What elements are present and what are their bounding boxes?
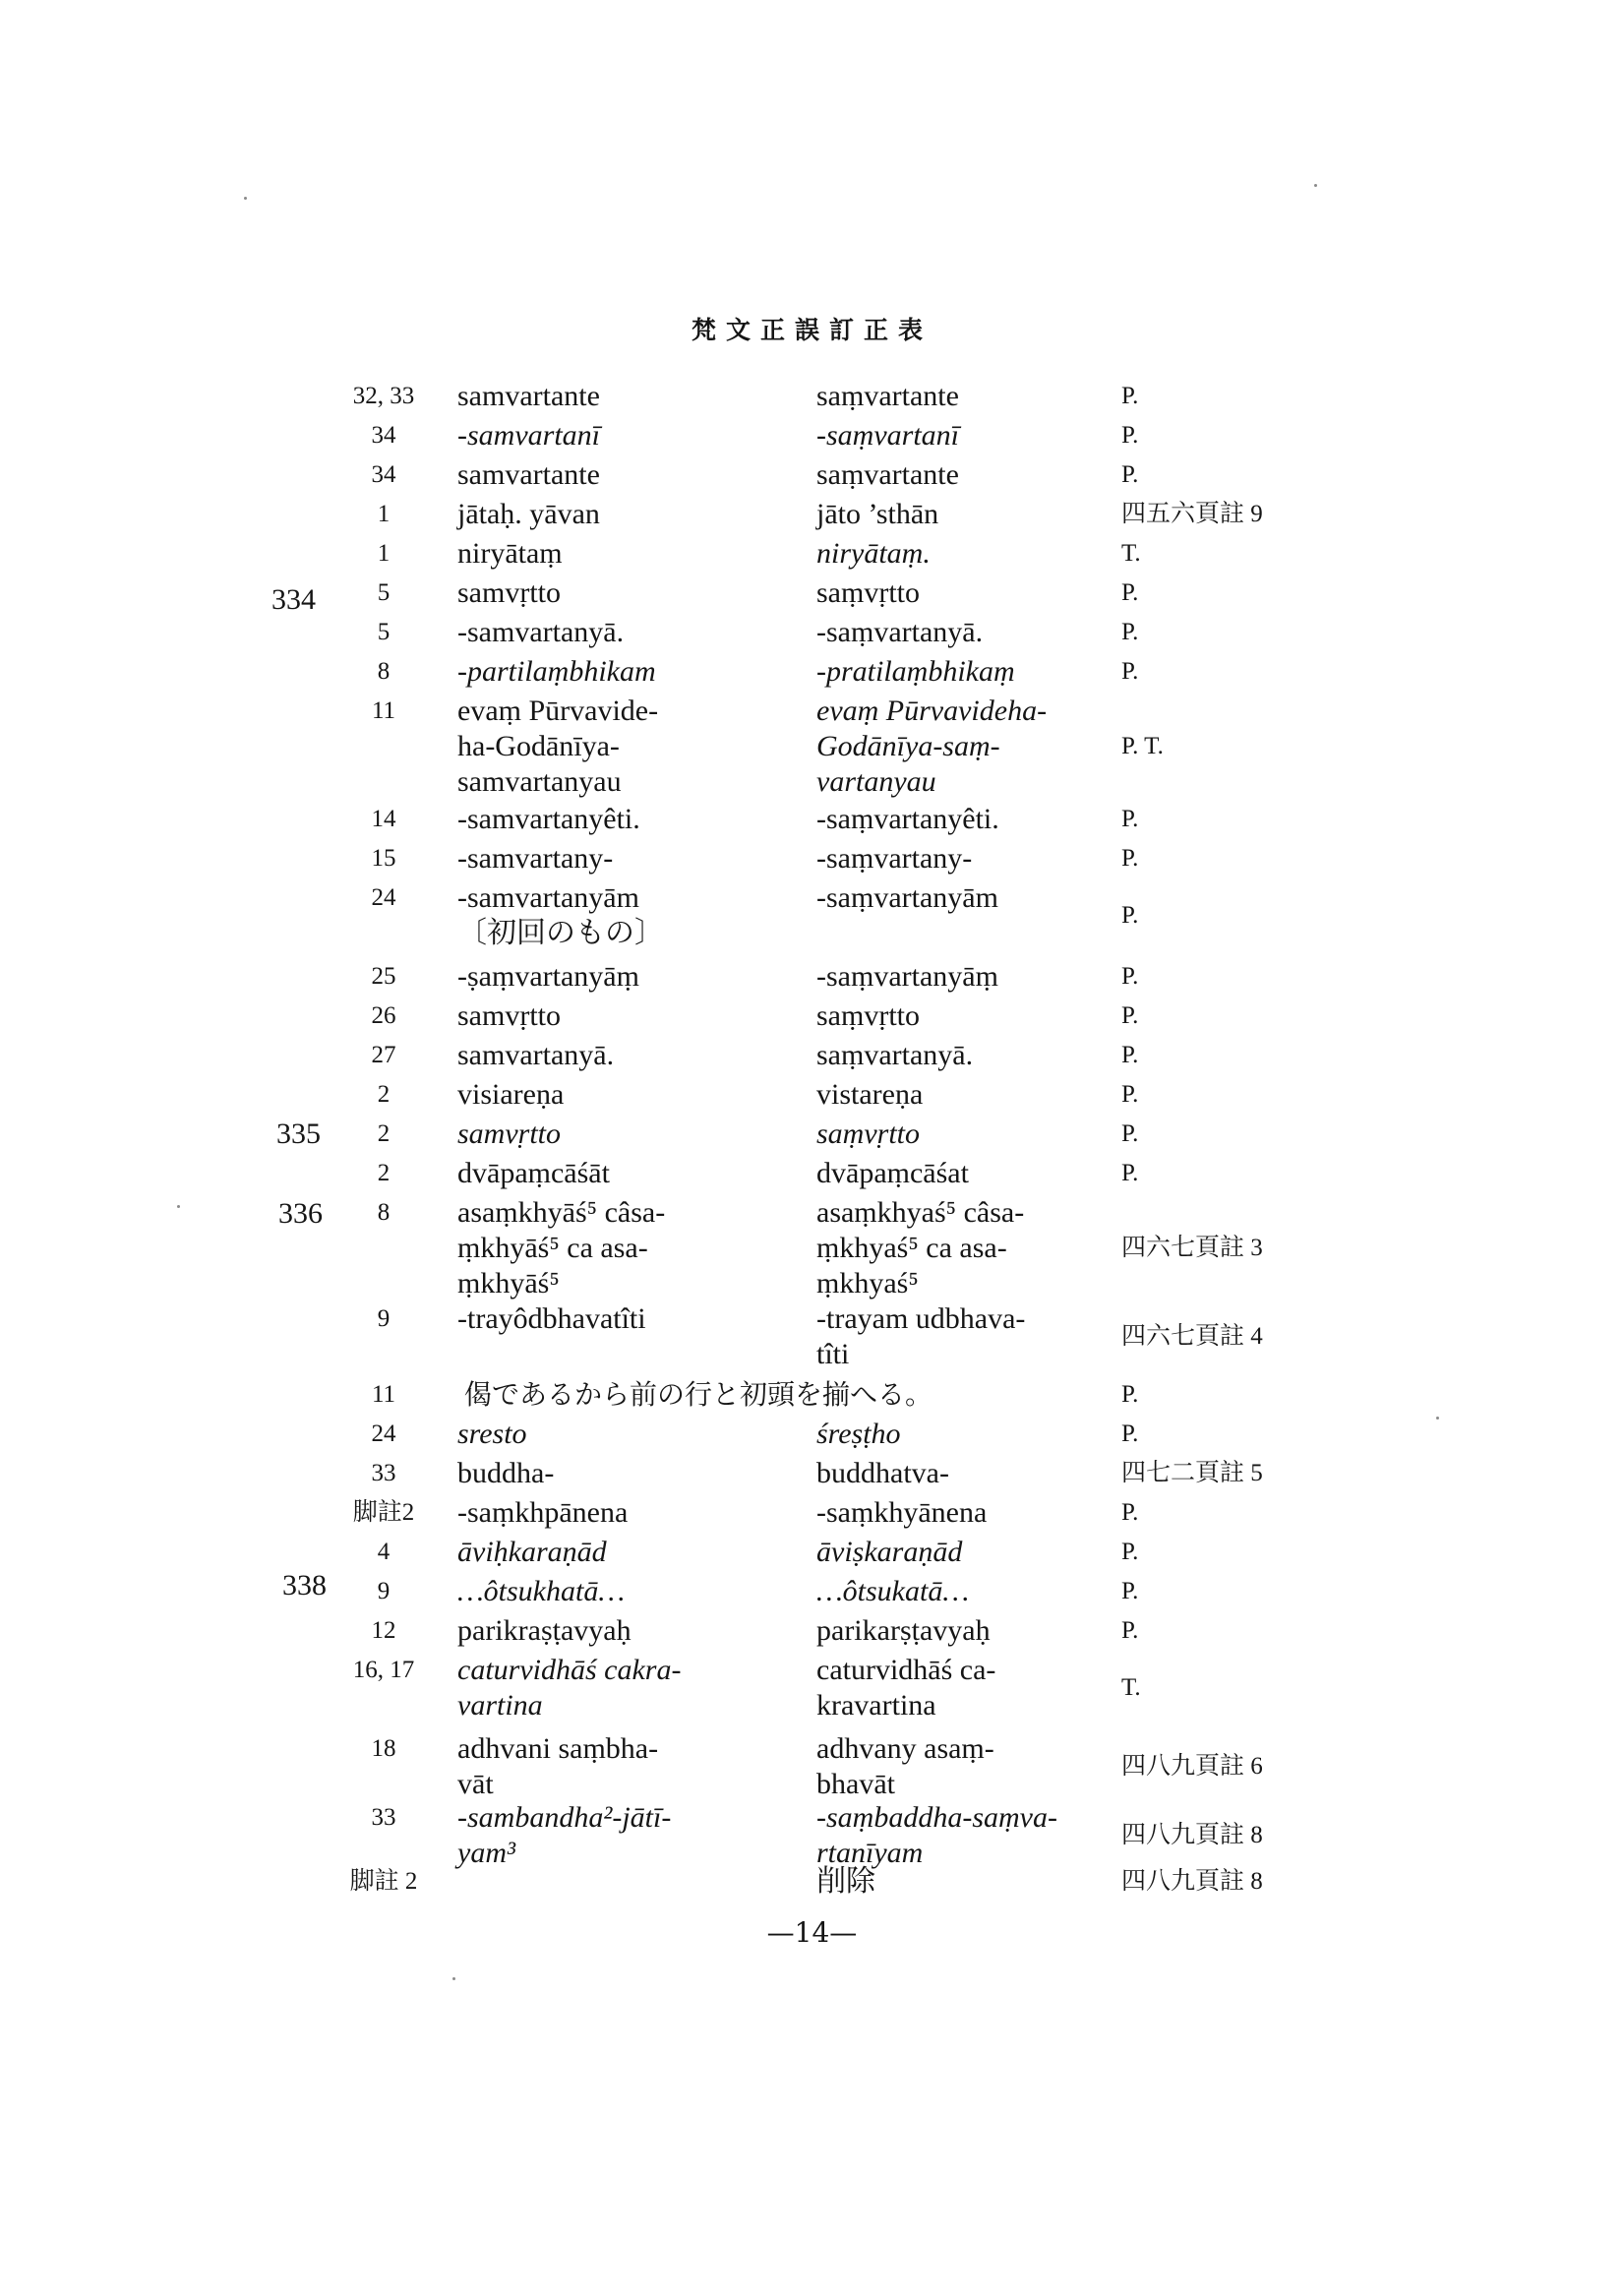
line-number: 14 bbox=[371, 806, 396, 832]
wrong-reading: asaṃkhyāś⁵ câsa- ṃkhyāś⁵ ca asa- ṃkhyāś⁵ bbox=[457, 1196, 666, 1299]
line-number: 12 bbox=[371, 1617, 396, 1644]
line-number: 33 bbox=[371, 1804, 396, 1831]
corrected-reading: -saṃbaddha-saṃva- rtanīyam bbox=[816, 1801, 1057, 1869]
line-number: 8 bbox=[377, 658, 391, 685]
source-reference: P. bbox=[1121, 1539, 1139, 1565]
wrong-reading: āviḥkaraṇād bbox=[457, 1536, 607, 1568]
source-reference: 四六七頁註 4 bbox=[1121, 1323, 1263, 1350]
page-number-334: 334 bbox=[271, 583, 316, 616]
corrected-reading: -saṃvartanyā. bbox=[816, 616, 984, 648]
corrected-reading: asaṃkhyaś⁵ câsa- ṃkhyaś⁵ ca asa- ṃkhyaś⁵ bbox=[816, 1196, 1025, 1299]
line-number: 18 bbox=[371, 1735, 396, 1762]
corrected-reading: -saṃvartanyām bbox=[816, 881, 998, 914]
page-footer: —14— bbox=[766, 1916, 858, 1949]
corrected-reading: 削除 bbox=[816, 1865, 875, 1898]
line-number: 5 bbox=[377, 619, 391, 645]
source-reference: T. bbox=[1121, 1674, 1141, 1701]
line-number: 8 bbox=[377, 1199, 391, 1226]
wrong-reading: -trayôdbhavatîti bbox=[457, 1302, 646, 1335]
line-number: 1 bbox=[377, 501, 391, 527]
wrong-reading: samvartante bbox=[457, 458, 600, 491]
source-reference: P. bbox=[1121, 461, 1139, 488]
corrected-reading: caturvidhāś ca- kravartina bbox=[816, 1654, 996, 1722]
line-number: 24 bbox=[371, 1420, 396, 1447]
line-number: 32, 33 bbox=[352, 383, 415, 409]
wrong-reading: parikraṣṭavyaḥ bbox=[457, 1614, 632, 1647]
line-number: 2 bbox=[377, 1120, 391, 1147]
line-number: 1 bbox=[377, 540, 391, 567]
corrected-reading: evaṃ Pūrvavideha- Godānīya-saṃ- vartanyau bbox=[816, 695, 1048, 798]
corrected-reading: saṃvṛtto bbox=[816, 576, 920, 609]
line-number: 脚註2 bbox=[352, 1499, 415, 1526]
wrong-reading: buddha- bbox=[457, 1457, 555, 1489]
source-reference: P. bbox=[1121, 1081, 1139, 1108]
corrected-reading: saṃvṛtto bbox=[816, 1118, 920, 1150]
line-number: 27 bbox=[371, 1042, 396, 1068]
source-reference: P. T. bbox=[1121, 733, 1164, 759]
page-number-336: 336 bbox=[278, 1197, 323, 1230]
line-number: 4 bbox=[377, 1539, 391, 1565]
line-number: 5 bbox=[377, 579, 391, 606]
source-reference: 四八九頁註 8 bbox=[1121, 1822, 1263, 1848]
wrong-reading: samvṛtto bbox=[457, 1118, 561, 1150]
wrong-reading: samvṛtto bbox=[457, 999, 561, 1032]
source-reference: P. bbox=[1121, 1499, 1139, 1526]
wrong-reading: -samvartanyā. bbox=[457, 616, 625, 648]
line-number: 9 bbox=[377, 1578, 391, 1604]
scan-speck bbox=[1314, 184, 1317, 187]
wrong-reading: dvāpaṃcāśāt bbox=[457, 1157, 610, 1189]
source-reference: P. bbox=[1121, 422, 1139, 449]
wrong-reading: -samvartanyêti. bbox=[457, 803, 640, 835]
wrong-reading: evaṃ Pūrvavide- ha-Godānīya- samvartanyau bbox=[457, 695, 659, 798]
source-reference: P. bbox=[1121, 1578, 1139, 1604]
corrected-reading: vistareṇa bbox=[816, 1078, 924, 1111]
wrong-reading: …ôtsukhatā… bbox=[457, 1575, 626, 1607]
corrected-reading: parikarṣṭavyaḥ bbox=[816, 1614, 991, 1647]
line-number: 34 bbox=[371, 461, 396, 488]
line-number: 15 bbox=[371, 845, 396, 872]
source-reference: P. bbox=[1121, 845, 1139, 872]
source-reference: P. bbox=[1121, 1042, 1139, 1068]
corrected-reading: -saṃvartanyêti. bbox=[816, 803, 999, 835]
line-number: 33 bbox=[371, 1460, 396, 1486]
wrong-reading: -samvartanyām 〔初回のもの〕 bbox=[457, 881, 664, 949]
corrected-reading: saṃvartante bbox=[816, 380, 959, 412]
wrong-reading: niryātaṃ bbox=[457, 537, 563, 570]
corrected-reading: -saṃvartanī bbox=[816, 419, 959, 452]
corrected-reading: śreṣṭho bbox=[816, 1418, 901, 1450]
source-reference: P. bbox=[1121, 579, 1139, 606]
wrong-reading: jātaḥ. yāvan bbox=[457, 498, 600, 530]
line-number: 25 bbox=[371, 963, 396, 990]
wrong-reading: sresto bbox=[457, 1418, 527, 1450]
source-reference: 四五六頁註 9 bbox=[1121, 501, 1263, 527]
line-number: 2 bbox=[377, 1160, 391, 1186]
wrong-reading: visiareṇa bbox=[457, 1078, 565, 1111]
source-reference: P. bbox=[1121, 1160, 1139, 1186]
source-reference: P. bbox=[1121, 1420, 1139, 1447]
source-reference: P. bbox=[1121, 806, 1139, 832]
wrong-reading: -samvartany- bbox=[457, 842, 614, 875]
source-reference: T. bbox=[1121, 540, 1141, 567]
corrected-reading: -saṃkhyānena bbox=[816, 1496, 988, 1529]
source-reference: P. bbox=[1121, 619, 1139, 645]
source-reference: 四六七頁註 3 bbox=[1121, 1235, 1263, 1261]
wrong-reading: caturvidhāś cakra- vartina bbox=[457, 1654, 682, 1722]
corrected-reading: …ôtsukatā… bbox=[816, 1575, 970, 1607]
line-number: 34 bbox=[371, 422, 396, 449]
corrected-reading: -saṃvartany- bbox=[816, 842, 973, 875]
corrected-reading: saṃvartante bbox=[816, 458, 959, 491]
line-number: 26 bbox=[371, 1002, 396, 1029]
wrong-reading: -ṣaṃvartanyāṃ bbox=[457, 960, 639, 993]
line-number: 脚註 2 bbox=[349, 1868, 418, 1895]
corrected-reading: āviṣkaraṇād bbox=[816, 1536, 963, 1568]
line-number: 11 bbox=[371, 697, 396, 724]
scan-speck bbox=[177, 1205, 180, 1208]
source-reference: 四七二頁註 5 bbox=[1121, 1460, 1263, 1486]
corrected-reading: -trayam udbhava- tîti bbox=[816, 1302, 1026, 1370]
page-number-335: 335 bbox=[276, 1118, 321, 1150]
page-number-338: 338 bbox=[282, 1569, 327, 1601]
scan-speck bbox=[452, 1977, 455, 1980]
line-number: 2 bbox=[377, 1081, 391, 1108]
source-reference: P. bbox=[1121, 1381, 1139, 1408]
corrected-reading: -pratilaṃbhikaṃ bbox=[816, 655, 1015, 688]
line-number: 24 bbox=[371, 884, 396, 911]
source-reference: P. bbox=[1121, 658, 1139, 685]
corrected-reading: jāto ’sthān bbox=[816, 498, 939, 530]
wrong-reading: samvṛtto bbox=[457, 576, 561, 609]
wrong-reading: -saṃkhpānena bbox=[457, 1496, 629, 1529]
wrong-reading: -partilaṃbhikam bbox=[457, 655, 656, 688]
wrong-reading: -sambandha²-jātī- yam³ bbox=[457, 1801, 672, 1869]
wrong-reading: samvartante bbox=[457, 380, 600, 412]
corrected-reading: saṃvartanyā. bbox=[816, 1039, 974, 1071]
line-number: 11 bbox=[371, 1381, 396, 1408]
corrected-reading: -saṃvartanyāṃ bbox=[816, 960, 998, 993]
wrong-reading: adhvani saṃbha- vāt bbox=[457, 1732, 659, 1800]
source-reference: P. bbox=[1121, 1617, 1139, 1644]
source-reference: P. bbox=[1121, 963, 1139, 990]
note-text: 偈であるから前の行と初頭を揃へる。 bbox=[464, 1378, 933, 1411]
source-reference: 四八九頁註 6 bbox=[1121, 1753, 1263, 1780]
source-reference: P. bbox=[1121, 1120, 1139, 1147]
scan-speck bbox=[244, 197, 247, 200]
wrong-reading: -samvartanī bbox=[457, 419, 600, 452]
corrected-reading: adhvany asaṃ- bhavāt bbox=[816, 1732, 994, 1800]
corrected-reading: saṃvṛtto bbox=[816, 999, 920, 1032]
source-reference: P. bbox=[1121, 902, 1139, 929]
corrected-reading: dvāpaṃcāśat bbox=[816, 1157, 969, 1189]
source-reference: P. bbox=[1121, 1002, 1139, 1029]
page-title: 梵文正誤訂正表 bbox=[691, 316, 932, 344]
corrected-reading: niryātaṃ. bbox=[816, 537, 931, 570]
line-number: 16, 17 bbox=[352, 1657, 415, 1683]
source-reference: P. bbox=[1121, 383, 1139, 409]
corrected-reading: buddhatva- bbox=[816, 1457, 949, 1489]
line-number: 9 bbox=[377, 1305, 391, 1332]
scan-speck bbox=[1436, 1417, 1439, 1420]
source-reference: 四八九頁註 8 bbox=[1121, 1868, 1263, 1895]
wrong-reading: samvartanyā. bbox=[457, 1039, 615, 1071]
